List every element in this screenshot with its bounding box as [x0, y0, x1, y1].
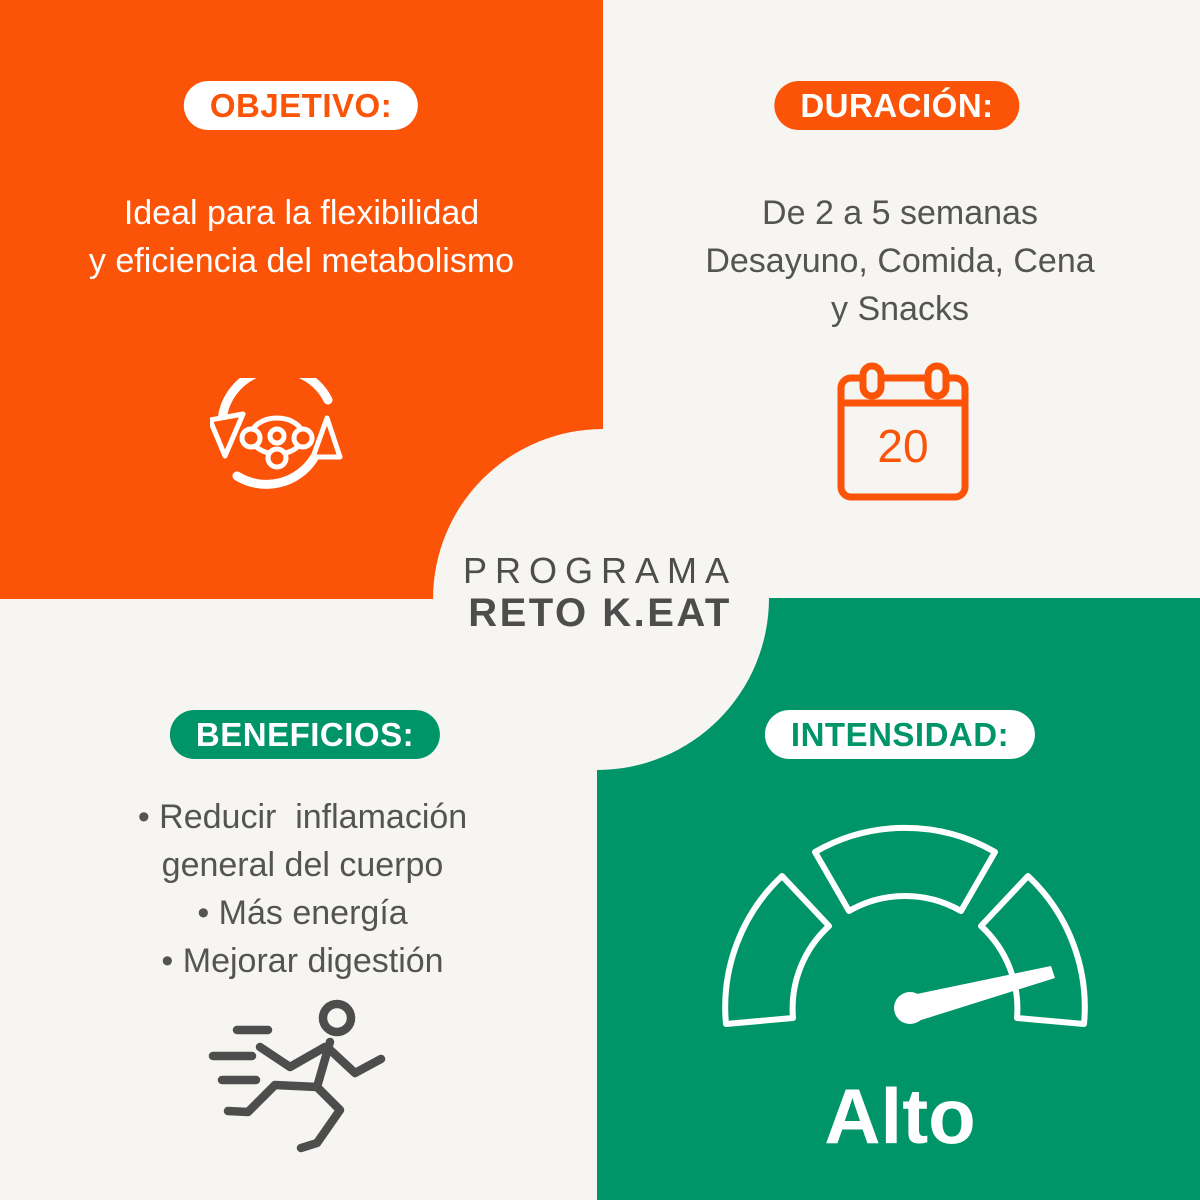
calendar-icon	[835, 358, 975, 503]
calendar-day: 20	[877, 420, 929, 472]
program-title-block	[0, 551, 1200, 635]
beneficios-line-4: • Mejorar digestión	[161, 942, 444, 980]
objetivo-badge: OBJETIVO:	[184, 81, 418, 130]
objetivo-line-1: Ideal para la flexibilidad	[123, 194, 480, 232]
objetivo-line-2: y eficiencia del metabolismo	[88, 242, 515, 280]
gauge-hub	[894, 992, 926, 1024]
duracion-line-1: De 2 a 5 semanas	[762, 194, 1038, 232]
runner-icon	[205, 998, 395, 1168]
gauge-needle	[912, 966, 1055, 1021]
objetivo-text	[0, 189, 603, 285]
metabolism-cycle-icon	[210, 378, 344, 502]
intensity-level: Alto	[824, 1072, 976, 1160]
beneficios-line-3: • Más energía	[197, 894, 408, 932]
duracion-text	[600, 189, 1200, 333]
duracion-badge: DURACIÓN:	[774, 81, 1019, 130]
intensidad-badge: INTENSIDAD:	[765, 710, 1035, 759]
beneficios-text	[0, 793, 605, 985]
gauge-icon	[700, 815, 1110, 1040]
program-kicker: PROGRAMA	[462, 550, 738, 591]
program-title: RETO K.EAT	[468, 591, 732, 635]
duracion-line-3: y Snacks	[831, 290, 969, 328]
beneficios-line-1: • Reducir inflamación	[137, 798, 468, 836]
duracion-line-2: Desayuno, Comida, Cena	[705, 242, 1095, 280]
beneficios-line-2: general del cuerpo	[161, 846, 444, 884]
beneficios-badge: BENEFICIOS:	[170, 710, 440, 759]
